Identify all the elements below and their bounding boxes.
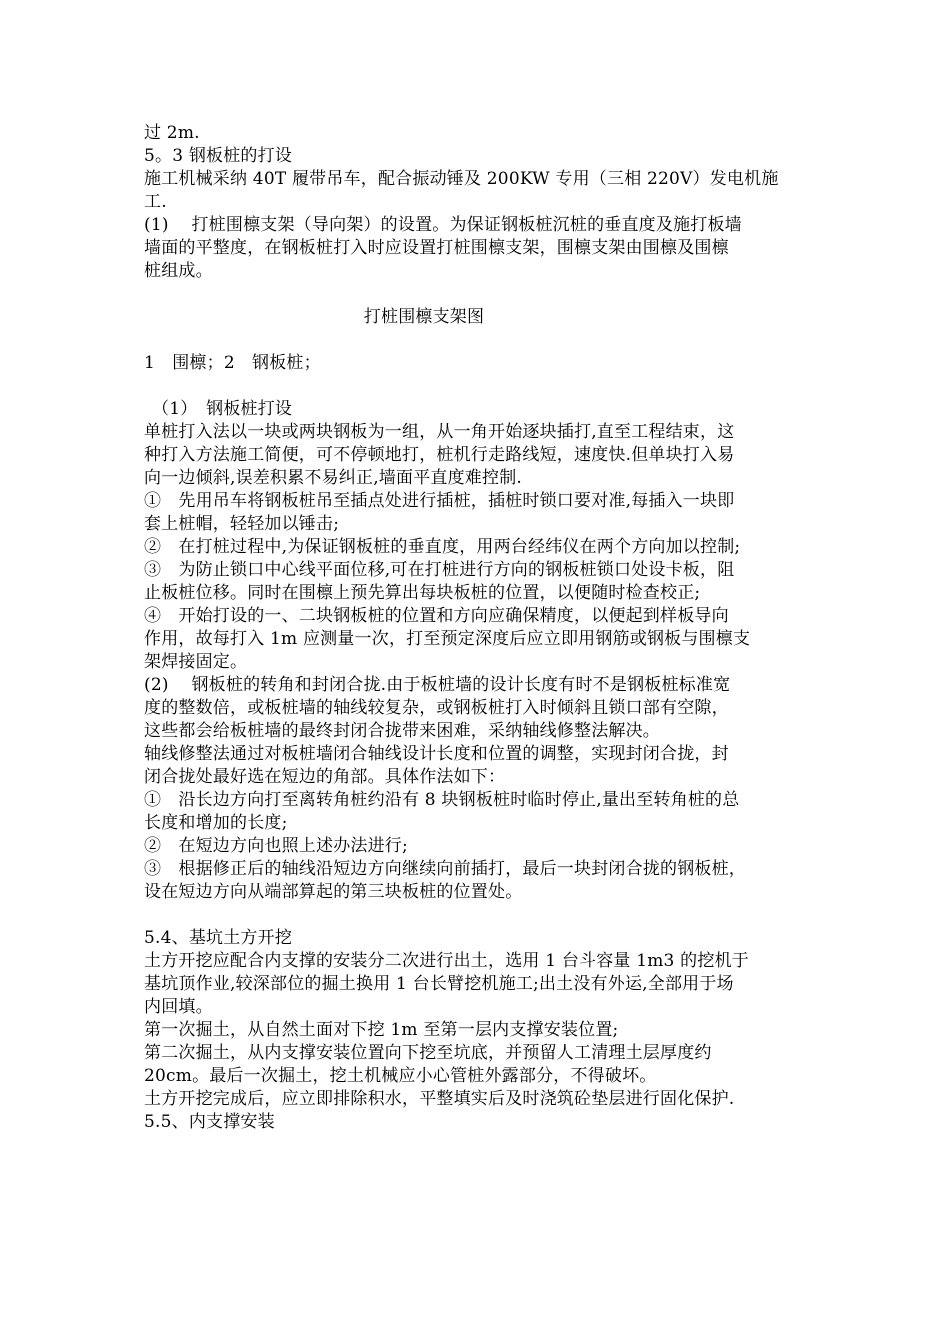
- section-heading: 5.5、内支撑安装: [144, 1112, 275, 1132]
- text-line: 单桩打入法以一块或两块钢板为一组，从一角开始逐块插打,直至工程结束，这: [144, 422, 735, 442]
- text-line: 作用，故每打入 1m 应测量一次，打至预定深度后应立即用钢筋或钢板与围檩支: [144, 629, 751, 649]
- blank-line: [144, 904, 824, 927]
- text-line: 土方开挖完成后，应立即排除积水，平整填实后及时浇筑砼垫层进行固化保护.: [144, 1089, 735, 1109]
- text-line: 第一次掘土，从自然土面对下挖 1m 至第一层内支撑安装位置;: [144, 1020, 619, 1040]
- text-line: 度的整数倍，或板桩墙的轴线较复杂，或钢板桩打入时倾斜且锁口部有空隙，: [144, 698, 729, 718]
- text-line: 架焊接固定。: [144, 652, 248, 672]
- text-line: 套上桩帽，轻轻加以锤击;: [144, 514, 340, 534]
- text-line: 桩组成。: [144, 261, 213, 281]
- text-line: 种打入方法施工简便，可不停顿地打，桩机行走路线短，速度快.但单块打入易: [144, 445, 735, 465]
- figure-caption: 打桩围檩支架图: [363, 307, 485, 327]
- text-line: 向一边倾斜,误差积累不易纠正,墙面平直度难控制.: [144, 468, 523, 488]
- text-line: 第二次掘土，从内支撑安装位置向下挖至坑底，并预留人工清理土层厚度约: [144, 1043, 712, 1063]
- text-line: 20cm。最后一次掘土，挖土机械应小心管桩外露部分，不得破坏。: [144, 1066, 657, 1086]
- text-line: 土方开挖应配合内支撑的安装分二次进行出土，选用 1 台斗容量 1m3 的挖机于: [144, 951, 749, 971]
- text-line: 内回填。: [144, 997, 213, 1017]
- text-line: (2) 钢板桩的转角和封闭合拢.由于板桩墙的设计长度有时不是钢板桩标准宽: [144, 675, 731, 695]
- text-line: ② 在打桩过程中,为保证钢板桩的垂直度，用两台经纬仪在两个方向加以控制;: [144, 537, 741, 557]
- text-line: 止板桩位移。同时在围檩上预先算出每块板桩的位置，以便随时检查校正;: [144, 583, 701, 603]
- text-line: 过 2m.: [144, 123, 200, 143]
- text-line: 墙面的平整度，在钢板桩打入时应设置打桩围檩支架，围檩支架由围檩及围檩: [144, 238, 729, 258]
- text-line: 基坑顶作业,较深部位的掘土换用 1 台长臂挖机施工;出土没有外运,全部用于场: [144, 974, 734, 994]
- text-line: 闭合拢处最好选在短边的角部。具体作法如下：: [144, 767, 506, 787]
- text-line: ③ 为防止锁口中心线平面位移,可在打桩进行方向的钢板桩锁口处设卡板，阻: [144, 560, 735, 580]
- text-line: 长度和增加的长度;: [144, 813, 288, 833]
- blank-line: [144, 329, 824, 352]
- text-line: ① 先用吊车将钢板桩吊至插点处进行插桩，插桩时锁口要对准,每插入一块即: [144, 491, 735, 511]
- text-line: ③ 根据修正后的轴线沿短边方向继续向前插打，最后一块封闭合拢的钢板桩，: [144, 859, 746, 879]
- text-line: 施工机械采纳 40T 履带吊车，配合振动锤及 200KW 专用（三相 220V）发电机施: [144, 169, 779, 189]
- figure-legend: 1 围檩；2 钢板桩；: [144, 353, 321, 373]
- text-line: 设在短边方向从端部算起的第三块板桩的位置处。: [144, 882, 523, 902]
- text-line: ① 沿长边方向打至离转角桩约沿有 8 块钢板桩时临时停止,量出至转角桩的总: [144, 790, 740, 810]
- text-line: ② 在短边方向也照上述办法进行;: [144, 836, 408, 856]
- text-line: ④ 开始打设的一、二块钢板桩的位置和方向应确保精度，以便起到样板导向: [144, 606, 729, 626]
- text-line: 这些都会给板桩墙的最终封闭合拢带来困难，采纳轴线修整法解决。: [144, 721, 660, 741]
- subsection-heading: （1） 钢板桩打设: [152, 399, 293, 419]
- document-body: [144, 122, 824, 1134]
- blank-line: [144, 283, 824, 306]
- section-heading: 5.4、基坑土方开挖: [144, 928, 293, 948]
- text-line: 工.: [144, 192, 167, 212]
- text-line: (1) 打桩围檩支架（导向架）的设置。为保证钢板桩沉桩的垂直度及施打板墙: [144, 215, 742, 235]
- section-heading: 5。3 钢板桩的打设: [144, 146, 293, 166]
- text-line: 轴线修整法通过对板桩墙闭合轴线设计长度和位置的调整，实现封闭合拢，封: [144, 744, 729, 764]
- blank-line: [144, 375, 824, 398]
